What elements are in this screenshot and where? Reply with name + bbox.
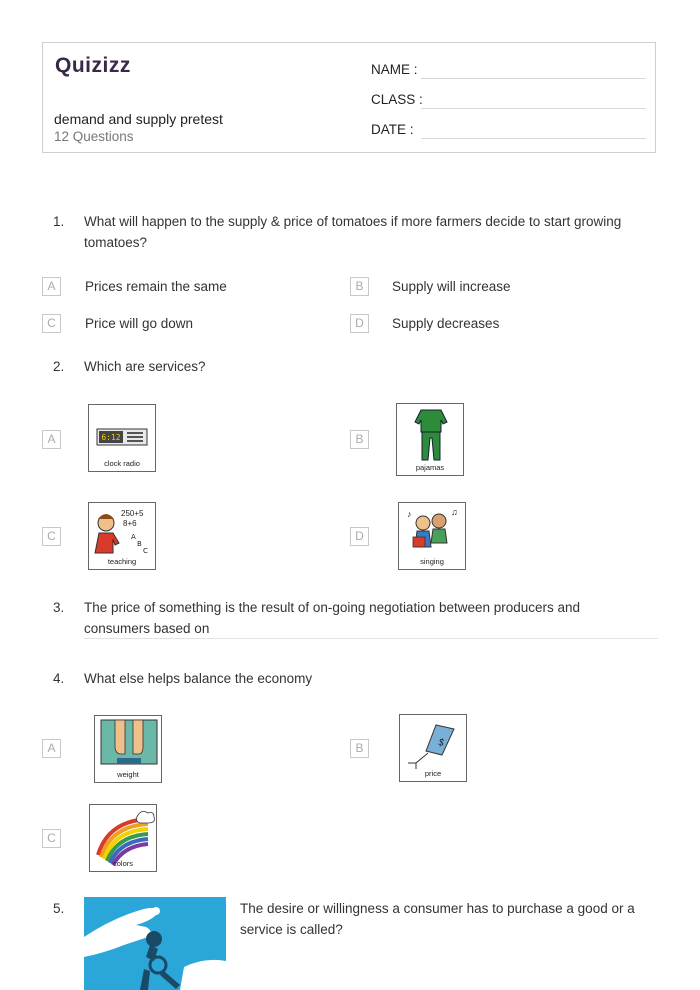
- q1-option-c-text: Price will go down: [85, 316, 194, 331]
- teaching-math-1: 250+5: [121, 509, 144, 518]
- svg-text:♫: ♫: [451, 507, 458, 517]
- q4-option-b-box[interactable]: B: [350, 739, 369, 758]
- worksheet-header: [42, 42, 656, 153]
- rainbow-icon: [89, 804, 157, 872]
- name-line[interactable]: [421, 78, 646, 79]
- question-5-number: 5.: [53, 901, 65, 916]
- teaching-icon: [88, 502, 156, 570]
- question-4-text: What else helps balance the economy: [84, 671, 313, 686]
- question-3-number: 3.: [53, 600, 65, 615]
- pajamas-icon: [396, 403, 464, 476]
- q4-option-c-box[interactable]: C: [42, 829, 61, 848]
- clock-radio-label: clock radio: [104, 459, 140, 468]
- q4-option-a-box[interactable]: A: [42, 739, 61, 758]
- q2-option-a-box[interactable]: A: [42, 430, 61, 449]
- svg-text:$: $: [436, 736, 447, 750]
- svg-text:6:12: 6:12: [101, 433, 121, 442]
- question-1-text: What will happen to the supply & price of tomatoes if more farmers decide to start growing tomatoes?: [84, 214, 622, 250]
- svg-text:♪: ♪: [407, 509, 412, 519]
- teaching-math-2: 8+6: [123, 519, 137, 528]
- pajamas-label: pajamas: [415, 463, 445, 472]
- q1-option-d-box[interactable]: D: [350, 314, 369, 333]
- price-label: price: [424, 769, 442, 778]
- question-2-text: Which are services?: [84, 359, 206, 374]
- question-3-text: The price of something is the result of on-going negotiation between producers and consumers based on: [84, 600, 581, 636]
- q3-answer-line[interactable]: [84, 638, 658, 639]
- date-label: DATE :: [371, 122, 414, 137]
- colors-label: colors: [112, 859, 133, 868]
- quiz-title: demand and supply pretest: [54, 111, 223, 127]
- quizizz-logo: Quizizz: [55, 54, 131, 77]
- q1-option-c-box[interactable]: C: [42, 314, 61, 333]
- q2-option-b-box[interactable]: B: [350, 430, 369, 449]
- question-count: 12 Questions: [54, 129, 134, 144]
- q1-option-b-box[interactable]: B: [350, 277, 369, 296]
- q1-option-a-text: Prices remain the same: [85, 279, 227, 294]
- singing-label: singing: [420, 557, 444, 566]
- singing-icon: [398, 502, 466, 570]
- question-1-number: 1.: [53, 214, 65, 229]
- class-label: CLASS :: [371, 92, 423, 107]
- svg-text:A: A: [131, 533, 136, 541]
- clock-radio-icon: [88, 404, 156, 472]
- q1-option-a-box[interactable]: A: [42, 277, 61, 296]
- svg-text:C: C: [143, 547, 148, 555]
- q2-option-d-box[interactable]: D: [350, 527, 369, 546]
- price-tag-icon: [399, 714, 467, 782]
- weight-label: weight: [117, 770, 139, 779]
- q1-option-d-text: Supply decreases: [392, 316, 500, 331]
- question-2-number: 2.: [53, 359, 65, 374]
- question-5-text: The desire or willingness a consumer has to purchase a good or a service is called?: [240, 901, 635, 937]
- date-line[interactable]: [421, 138, 646, 139]
- teaching-label: teaching: [107, 557, 137, 566]
- svg-text:B: B: [137, 540, 142, 548]
- class-line[interactable]: [421, 108, 646, 109]
- question-4-number: 4.: [53, 671, 65, 686]
- q2-option-c-box[interactable]: C: [42, 527, 61, 546]
- name-label: NAME :: [371, 62, 418, 77]
- q1-option-b-text: Supply will increase: [392, 279, 511, 294]
- hand-holding-keys-photo: [84, 897, 226, 990]
- scale-icon: [94, 715, 162, 783]
